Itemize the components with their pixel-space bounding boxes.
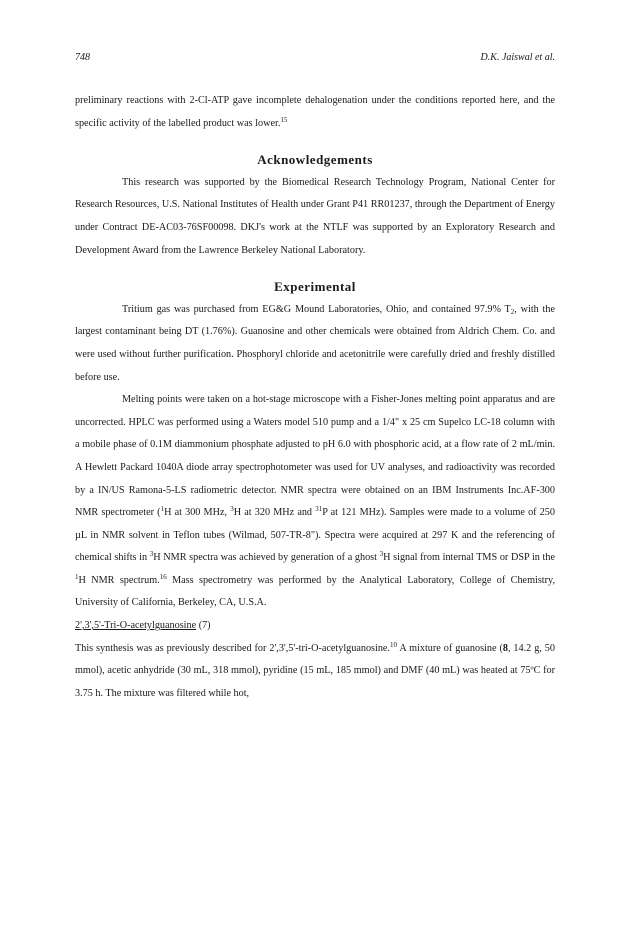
page-number: 748 xyxy=(75,52,90,63)
citation-15: 15 xyxy=(280,115,288,124)
acknowledgements-heading: Acknowledgements xyxy=(257,152,373,168)
running-header xyxy=(75,52,555,66)
intro-paragraph: preliminary reactions with 2-Cl-ATP gave incomplete dehalogenation under the conditions reported here, and the specific activity of the labelled product was lower.$^{15}$ xyxy=(75,95,555,129)
compound-subheading: 2',3',5'-Tri-O-acetylguanosine (7) xyxy=(75,620,211,632)
running-authors: D.K. Jaiswal et al. xyxy=(480,52,555,63)
synthesis-paragraph: This synthesis was as previously described for 2',3',5'-tri-O-acetylguanosine.$^{10}$ A mixture of guanosine (8, 14.2 g, 50 mmol), acetic anhydride (30 mL, 318 mmol), pyridine (15 mL, 185 mmol) and DMF (40 mL) was heated at 75ºC for 3.75 h. The mixture was filtered while hot, xyxy=(75,640,555,699)
body-text xyxy=(75,90,555,705)
citation-16: 16 xyxy=(159,572,167,581)
acknowledgements-paragraph: This research was supported by the Biomedical Research Technology Program, National Center for Research Resources, U.S. National Institutes of Health under Grant P41 RR01237, through the Department of Energy under Contract DE-AC03-76SF00098. DKJ's work at the NTLF was supported by an Exploratory Research and Development Award from the Lawrence Berkeley National Laboratory. xyxy=(75,176,555,256)
instrumentation-paragraph: Melting points were taken on a hot-stage microscope with a Fisher-Jones melting point apparatus and are uncorrected. HPLC was performed using a Waters model 510 pump and a 1/4" x 25 cm Supelco LC-18 column with a mobile phase of 0.1M diammonium phosphate adjusted to pH 6.0 with phosphoric acid, at a flow rate of 2 mL/min. A Hewlett Packard 1040A diode array spectrophotometer was used for UV analyses, and radioactivity was recorded by a IN/US Ramona-5-LS radiometric detector. NMR spectra were obtained on an IBM Instruments Inc.AF-300 NMR spectrometer ($^1$H at 300 MHz, $^3$H at 320 MHz and $^{31}$P at 121 MHz). Samples were made to a volume of 250 µL in NMR solvent in Teflon tubes (Wilmad, 507-TR-8"). Spectra were acquired at 297 K and the referencing of chemical shifts in $^3$H NMR spectra was achieved by generation of a ghost $^3$H signal from internal TMS or DSP in the $^1$H NMR spectrum.$^{16}$ Mass spectrometry was performed by the Analytical Laboratory, College of Chemistry, University of California, Berkeley, CA, U.S.A. xyxy=(75,394,555,609)
citation-10: 10 xyxy=(390,640,397,649)
experimental-heading: Experimental xyxy=(274,279,356,295)
materials-paragraph: Tritium gas was purchased from EG&G Mound Laboratories, Ohio, and contained 97.9% $T_2$, with the largest contaminant being DT (1.76%). Guanosine and other chemicals were obtained from Aldrich Chem. Co. and were used without further purification. Phosphoryl chloride and acetonitrile were carefully dried and freshly distilled before use. xyxy=(75,303,555,383)
